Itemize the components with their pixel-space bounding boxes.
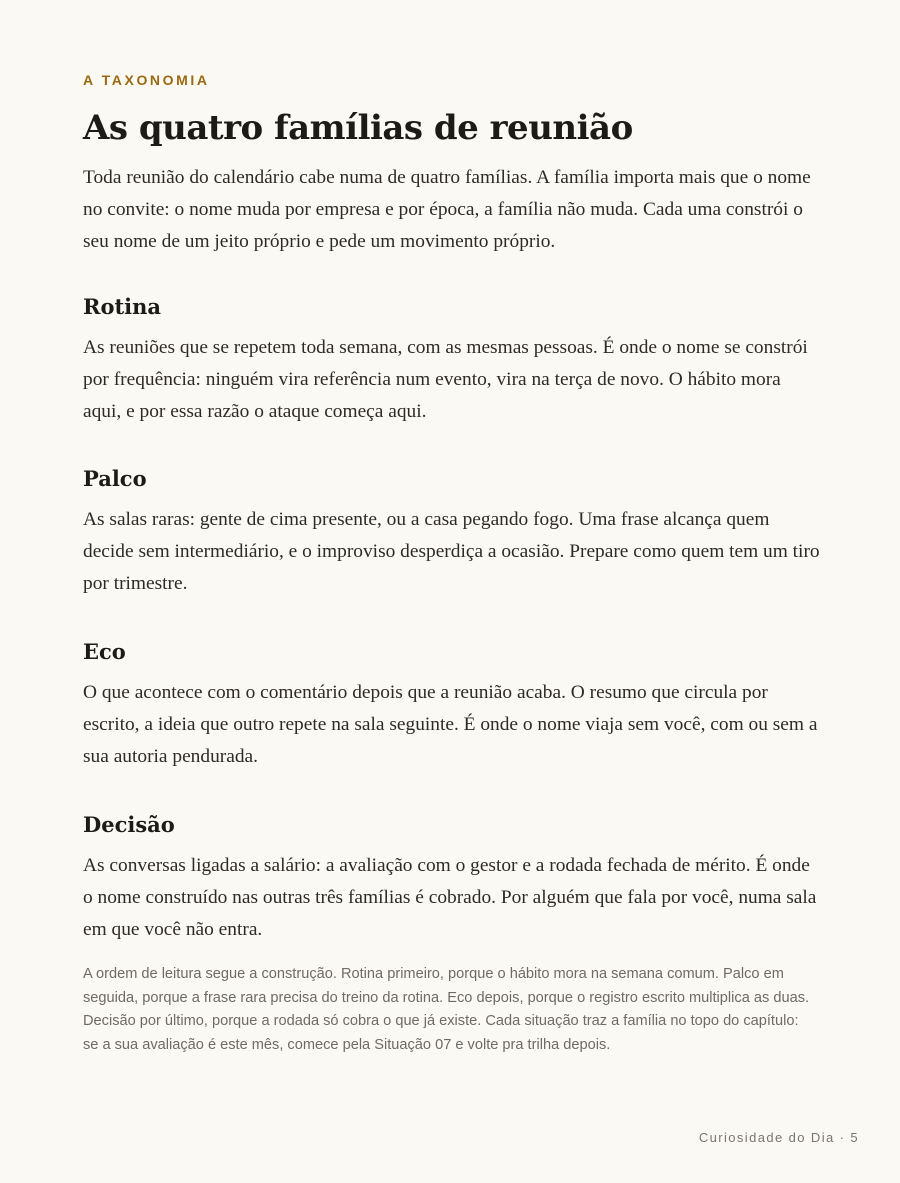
intro-paragraph: Toda reunião do calendário cabe numa de quatro famílias. A família importa mais que o nome no convite: o nome muda por empresa e por época, a família não muda. Cada uma constrói o seu nome de um jeito próprio e pede um movimento próprio. (83, 167, 811, 252)
section-rotina (83, 292, 823, 428)
section-paragraph: As salas raras: gente de cima presente, ou a casa pegando fogo. Uma frase alcança quem decide sem intermediário, e o improviso desperdiça a ocasião. Prepare como quem tem um tiro por trimestre. (83, 509, 820, 594)
section-paragraph: As conversas ligadas a salário: a avaliação com o gestor e a rodada fechada de mérito. É onde o nome construído nas outras três famílias é cobrado. Por alguém que fala por você, numa sala em que você não entra. (83, 855, 817, 940)
eyebrow-label: A TAXONOMIA (83, 72, 210, 88)
page-footer: Curiosidade do Dia · 5 (698, 1130, 859, 1145)
section-heading: Decisão (83, 812, 175, 837)
section-paragraph: O que acontece com o comentário depois que a reunião acaba. O resumo que circula por escrito, a ideia que outro repete na sala seguinte. É onde o nome viaja sem você, com ou sem a sua autoria pendurada. (83, 682, 818, 767)
section-heading: Palco (83, 466, 147, 491)
section-palco (83, 464, 823, 600)
reading-order-note: A ordem de leitura segue a construção. Rotina primeiro, porque o hábito mora na semana comum. Palco em seguida, porque a frase rara precisa do treino da rotina. Eco depois, porque o registro escrito multiplica as duas. Decisão por último, porque a rodada só cobra o que já existe. Cada situação traz a família no topo do capítulo: se a sua avaliação é este mês, comece pela Situação 07 e volte pra trilha depois. (83, 966, 810, 1053)
page-title: As quatro famílias de reunião (83, 108, 633, 148)
section-decisao (83, 810, 823, 946)
section-paragraph: As reuniões que se repetem toda semana, com as mesmas pessoas. É onde o nome se constrói por frequência: ninguém vira referência num evento, vira na terça de novo. O hábito mora aqui, e por essa razão o ataque começa aqui. (83, 337, 808, 422)
section-heading: Rotina (83, 294, 162, 319)
section-eco (83, 637, 823, 773)
section-heading: Eco (83, 639, 126, 664)
